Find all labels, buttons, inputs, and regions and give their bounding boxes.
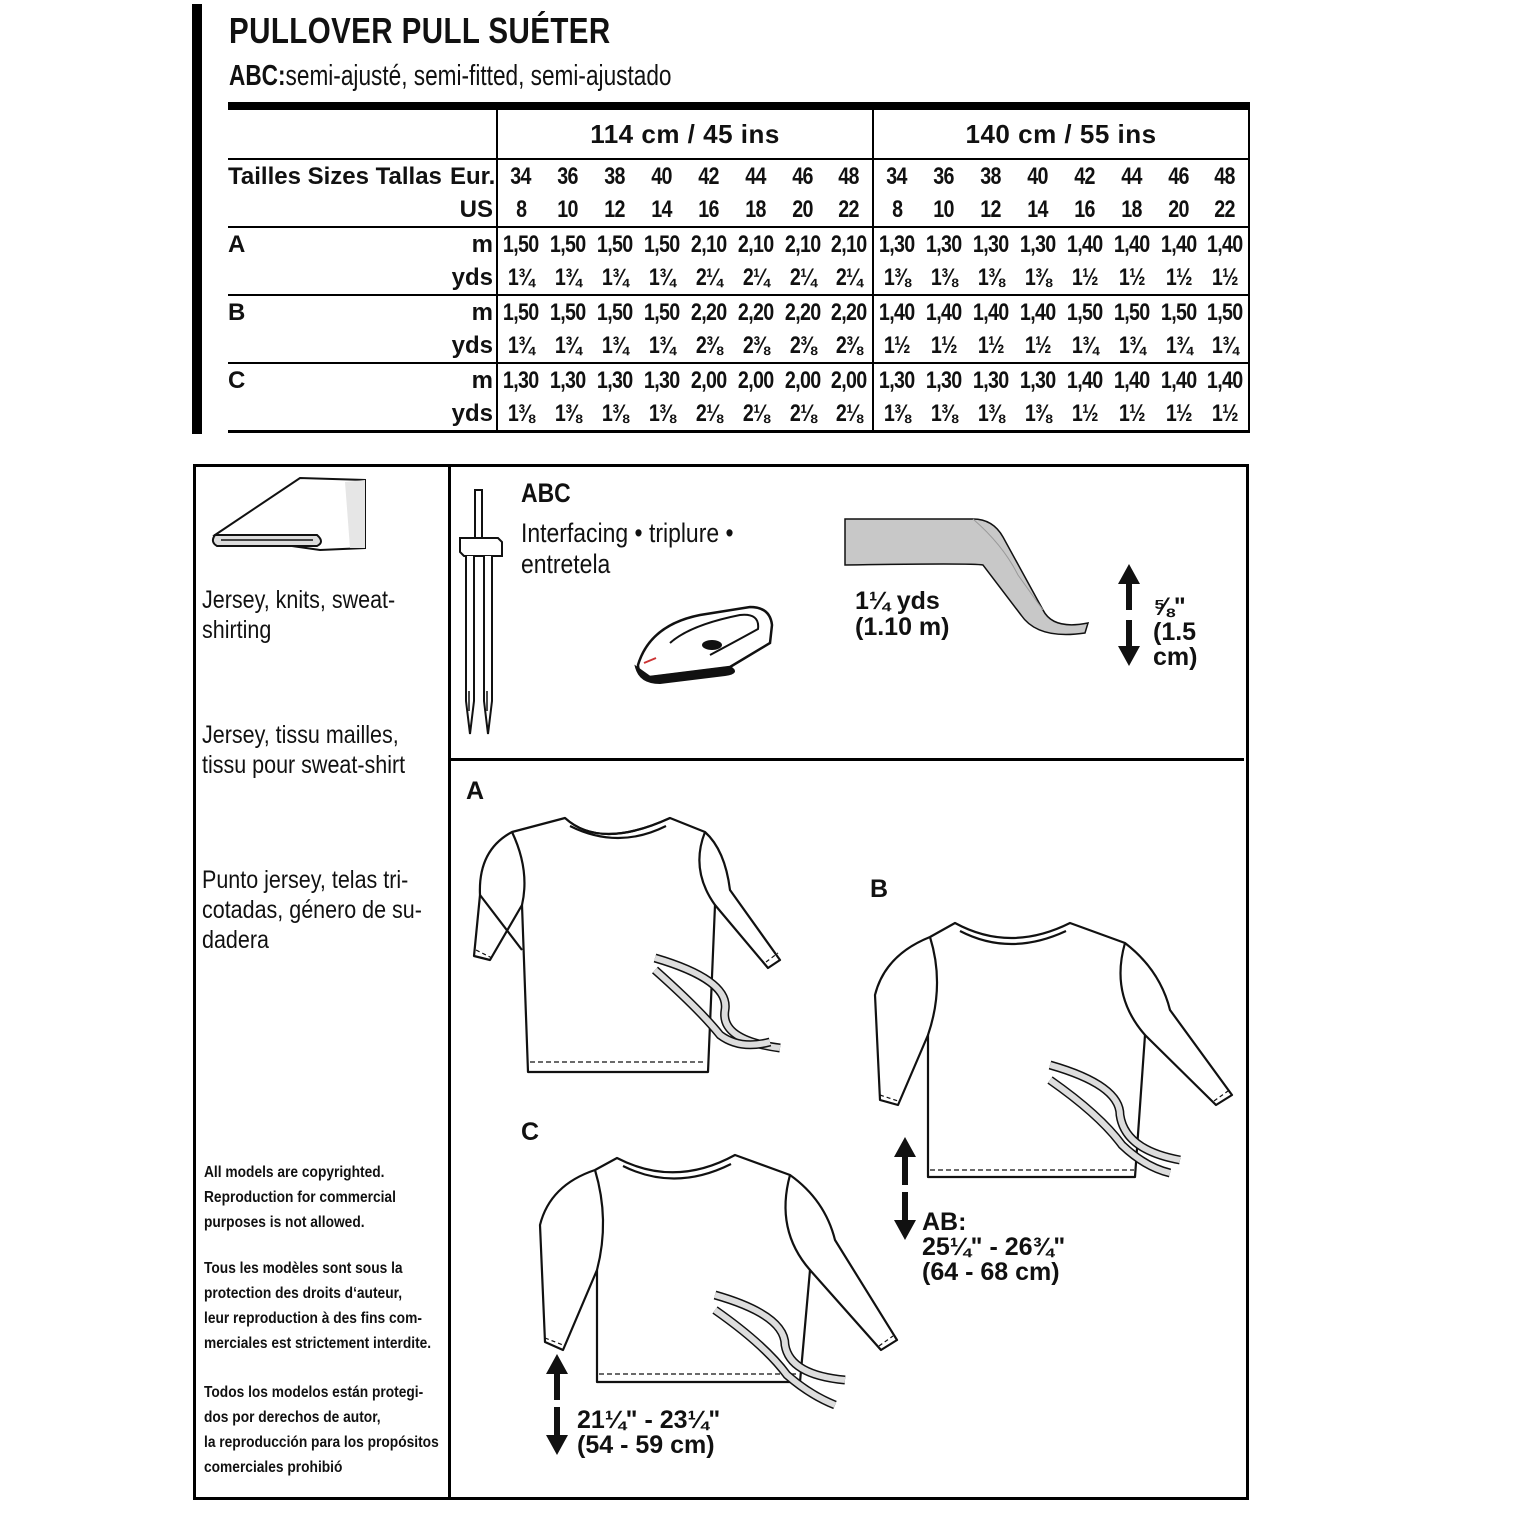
notions-views: ABC <box>521 478 571 508</box>
view-a-meters-cell: 1,30 <box>972 230 1009 258</box>
view-c-yards-cell: 1⅜ <box>920 397 967 432</box>
view-b-meters-cell: 1,50 <box>1113 298 1150 326</box>
view-a-meters-unit: m <box>450 227 497 261</box>
us-size-cell: 18 <box>1108 193 1155 227</box>
view-c-meters-cell: 2,00 <box>826 363 873 397</box>
view-c-meters-cell: 1,30 <box>1019 366 1056 394</box>
us-size-cell: 18 <box>732 193 779 227</box>
us-size-cell: 8 <box>873 193 920 227</box>
view-b-meters-cell: 1,50 <box>643 298 680 326</box>
view-b-yards-cell: 1¾ <box>544 329 591 363</box>
view-b-yards-row <box>228 329 1249 363</box>
view-b-meters-cell: 1,50 <box>1160 298 1197 326</box>
fit-description <box>229 60 671 93</box>
view-b-yards-unit: yds <box>450 329 497 363</box>
view-c-meters-cell: 1,30 <box>549 366 586 394</box>
view-c-yards-cell: 1⅜ <box>873 397 920 432</box>
eur-size-cell: 38 <box>980 162 1001 190</box>
view-a-meters-cell: 2,10 <box>690 230 727 258</box>
eur-size-cell: 36 <box>557 162 578 190</box>
us-label: US <box>450 193 497 227</box>
tape-width: ⅝" (1.5 cm) <box>1153 593 1198 671</box>
view-a-meters-row <box>228 227 1249 261</box>
view-b-meters-cell: 2,20 <box>784 298 821 326</box>
view-c-yards-cell: 2⅛ <box>732 397 779 432</box>
us-size-cell: 10 <box>544 193 591 227</box>
us-size-cell: 16 <box>685 193 732 227</box>
view-c-yards-cell: 1⅜ <box>638 397 685 432</box>
view-b-yards-cell: 1¾ <box>638 329 685 363</box>
view-a-label: A <box>228 230 246 258</box>
eur-size-cell: 38 <box>604 162 625 190</box>
view-c-meters-cell: 1,30 <box>596 366 633 394</box>
view-a-yards-row <box>228 261 1249 295</box>
view-c-meters-row <box>228 363 1249 397</box>
view-a-yards-cell: 1½ <box>1061 261 1108 295</box>
fit-text: semi-ajusté, semi-fitted, semi-ajustado <box>285 60 672 92</box>
view-a-yards-cell: 1¾ <box>591 261 638 295</box>
view-c-yards-cell: 1⅜ <box>544 397 591 432</box>
view-b-yards-cell: 1½ <box>873 329 920 363</box>
view-a-yards-cell: 1¾ <box>544 261 591 295</box>
view-b-meters-cell: 1,50 <box>1202 295 1249 329</box>
view-c-meters-cell: 1,30 <box>643 366 680 394</box>
c-length-measure: 21¼" - 23¼" (54 - 59 cm) <box>577 1406 721 1459</box>
fabric-width-row <box>228 106 1249 159</box>
view-c-yards-cell: 1⅜ <box>1014 397 1061 432</box>
view-a-yards-cell: 1¾ <box>497 261 544 295</box>
view-label-b: B <box>870 875 889 903</box>
eur-size-cell: 44 <box>745 162 766 190</box>
view-b-meters-cell: 1,50 <box>1066 298 1103 326</box>
view-c-yards-cell: 2⅛ <box>685 397 732 432</box>
eur-size-cell: 34 <box>886 162 908 190</box>
view-b-yards-cell: 2⅜ <box>826 329 873 363</box>
view-c-meters-cell: 1,30 <box>879 366 915 394</box>
view-b-yards-cell: 1¾ <box>1155 329 1202 363</box>
view-c-meters-cell: 2,00 <box>784 366 821 394</box>
us-size-cell: 12 <box>967 193 1014 227</box>
view-a-yards-cell: 1¾ <box>638 261 685 295</box>
us-size-cell: 10 <box>920 193 967 227</box>
row-label-empty <box>228 397 450 432</box>
eur-size-cell: 48 <box>826 159 873 193</box>
view-a-meters-cell: 1,30 <box>1019 230 1056 258</box>
eur-label: Eur. <box>450 159 497 193</box>
view-a-yards-cell: 1½ <box>1202 261 1249 295</box>
iron-icon <box>630 595 780 695</box>
copyright-en: All models are copyrighted. Reproduction for commercial purposes is not allowed. <box>204 1164 396 1231</box>
view-c-meters-unit: m <box>450 363 497 397</box>
view-a-yards-cell: 1⅜ <box>1014 261 1061 295</box>
view-b-meters-cell: 1,50 <box>549 298 586 326</box>
view-c-yards-cell: 1½ <box>1061 397 1108 432</box>
view-c-yards-cell: 1⅜ <box>591 397 638 432</box>
view-c-yards-unit: yds <box>450 397 497 432</box>
copyright-es: Todos los modelos están protegi- dos por derechos de autor, la reproducción para los propósitos comerciales prohibió <box>204 1384 439 1476</box>
view-c-label: C <box>228 366 246 394</box>
view-label-a: A <box>466 777 485 805</box>
view-b-yards-cell: 1¾ <box>1202 329 1249 363</box>
fit-views: ABC: <box>229 60 286 92</box>
view-b-yards-cell: 1¾ <box>591 329 638 363</box>
eur-size-cell: 44 <box>1121 162 1142 190</box>
view-c-yards-cell: 1½ <box>1155 397 1202 432</box>
eur-size-cell: 46 <box>792 162 813 190</box>
header-side-bar <box>192 4 202 434</box>
view-a-yards-unit: yds <box>450 261 497 295</box>
view-a-meters-cell: 1,50 <box>596 230 633 258</box>
eur-size-cell: 46 <box>1168 162 1189 190</box>
row-label-empty <box>228 329 450 363</box>
us-size-cell: 20 <box>1155 193 1202 227</box>
eur-size-row <box>228 159 1249 193</box>
view-c-yards-cell: 1½ <box>1202 397 1249 432</box>
view-a-yards-cell: 1⅜ <box>873 261 920 295</box>
view-b-meters-cell: 1,40 <box>1019 298 1056 326</box>
view-b-meters-cell: 1,40 <box>925 298 962 326</box>
arrow-up-icon <box>1116 562 1142 612</box>
view-a-yards-cell: 1½ <box>1108 261 1155 295</box>
us-size-cell: 20 <box>779 193 826 227</box>
view-a-yards-cell: 1⅜ <box>967 261 1014 295</box>
view-a-meters-cell: 1,40 <box>1160 230 1197 258</box>
view-b-meters-cell: 1,40 <box>879 298 915 326</box>
view-a-meters-cell: 1,40 <box>1113 230 1150 258</box>
view-c-meters-cell: 1,30 <box>972 366 1009 394</box>
arrow-up-icon <box>544 1352 570 1402</box>
view-b-yards-cell: 1¾ <box>497 329 544 363</box>
view-c-yards-cell: 1⅜ <box>967 397 1014 432</box>
view-c-meters-cell: 2,00 <box>690 366 727 394</box>
view-b-yards-cell: 1¾ <box>1061 329 1108 363</box>
garment-b-illustration <box>870 915 1240 1185</box>
fabric-width-114: 114 cm / 45 ins <box>497 106 873 159</box>
yardage-table <box>228 102 1250 433</box>
eur-size-cell: 34 <box>510 162 532 190</box>
us-size-cell: 12 <box>591 193 638 227</box>
us-size-cell: 8 <box>497 193 544 227</box>
view-b-yards-cell: 2⅜ <box>779 329 826 363</box>
view-a-meters-cell: 1,30 <box>925 230 962 258</box>
interfacing-text: Interfacing • triplure • entretela <box>521 518 734 579</box>
row-label-empty <box>228 193 450 227</box>
view-c-yards-cell: 1½ <box>1108 397 1155 432</box>
arrow-down-icon <box>1116 618 1142 668</box>
view-b-yards-cell: 1½ <box>920 329 967 363</box>
view-c-yards-cell: 1⅜ <box>497 397 544 432</box>
twin-needle-icon <box>456 486 506 741</box>
folded-fabric-icon <box>205 470 375 560</box>
view-a-meters-cell: 1,50 <box>643 230 680 258</box>
view-b-yards-cell: 1½ <box>1014 329 1061 363</box>
fabric-text-fr: Jersey, tissu mailles, tissu pour sweat-shirt <box>202 721 406 779</box>
copyright-fr: Tous les modèles sont sous la protection des droits d‘auteur, leur reproduction à des fins com- merciales est strictement interdite. <box>204 1260 432 1352</box>
arrow-down-icon <box>892 1190 918 1242</box>
view-b-label: B <box>228 298 246 326</box>
us-size-row <box>228 193 1249 227</box>
view-c-meters-cell: 1,40 <box>1160 366 1197 394</box>
row-label-empty <box>228 261 450 295</box>
panel-horizontal-divider <box>448 758 1244 761</box>
us-size-cell: 22 <box>1202 193 1249 227</box>
garment-c-illustration <box>535 1150 905 1400</box>
garment-a-illustration <box>470 810 790 1080</box>
view-b-meters-cell: 2,20 <box>826 295 873 329</box>
panel-vertical-divider <box>448 464 451 1497</box>
view-a-meters-cell: 1,50 <box>549 230 586 258</box>
view-b-meters-cell: 2,20 <box>690 298 727 326</box>
eur-size-cell: 40 <box>651 162 672 190</box>
us-size-cell: 22 <box>826 193 873 227</box>
view-a-meters-cell: 1,30 <box>879 230 915 258</box>
view-a-yards-cell: 2¼ <box>826 261 873 295</box>
view-a-yards-cell: 2¼ <box>779 261 826 295</box>
eur-size-cell: 36 <box>933 162 954 190</box>
eur-size-cell: 42 <box>698 162 719 190</box>
view-c-meters-cell: 1,30 <box>925 366 962 394</box>
view-b-meters-unit: m <box>450 295 497 329</box>
ab-length-measure: AB: 25¼" - 26¾" (64 - 68 cm) <box>922 1208 1066 1286</box>
arrow-up-icon <box>892 1135 918 1187</box>
view-c-meters-cell: 1,40 <box>1202 363 1249 397</box>
view-c-meters-cell: 1,40 <box>1066 366 1103 394</box>
arrow-down-icon <box>544 1405 570 1457</box>
view-c-yards-cell: 2⅛ <box>826 397 873 432</box>
us-size-cell: 14 <box>1014 193 1061 227</box>
view-a-meters-cell: 2,10 <box>784 230 821 258</box>
view-a-meters-cell: 1,40 <box>1202 227 1249 261</box>
view-b-yards-cell: 1½ <box>967 329 1014 363</box>
view-b-yards-cell: 2⅜ <box>685 329 732 363</box>
view-a-meters-cell: 2,10 <box>826 227 873 261</box>
view-label-c: C <box>521 1118 540 1146</box>
view-a-meters-cell: 2,10 <box>737 230 774 258</box>
eur-size-cell: 48 <box>1202 159 1249 193</box>
view-a-meters-cell: 1,50 <box>503 230 539 258</box>
page-title: PULLOVER PULL SUÉTER <box>229 10 611 51</box>
sizes-label: Tailles Sizes Tallas <box>228 162 442 190</box>
view-a-yards-cell: 1⅜ <box>920 261 967 295</box>
view-c-meters-cell: 1,30 <box>503 366 539 394</box>
view-b-meters-cell: 2,20 <box>737 298 774 326</box>
us-size-cell: 14 <box>638 193 685 227</box>
fabric-width-140: 140 cm / 55 ins <box>873 106 1249 159</box>
fabric-text-es: Punto jersey, telas tri- cotadas, género de su- dadera <box>202 866 422 954</box>
view-b-yards-cell: 1¾ <box>1108 329 1155 363</box>
view-a-yards-cell: 1½ <box>1155 261 1202 295</box>
tape-length: 1¼ yds (1.10 m) <box>855 587 950 641</box>
view-a-yards-cell: 2¼ <box>732 261 779 295</box>
view-b-yards-cell: 2⅜ <box>732 329 779 363</box>
view-c-yards-row <box>228 397 1249 432</box>
view-b-meters-cell: 1,50 <box>596 298 633 326</box>
eur-size-cell: 40 <box>1027 162 1048 190</box>
view-c-yards-cell: 2⅛ <box>779 397 826 432</box>
view-b-meters-row <box>228 295 1249 329</box>
view-a-meters-cell: 1,40 <box>1066 230 1103 258</box>
view-c-meters-cell: 1,40 <box>1113 366 1150 394</box>
eur-size-cell: 42 <box>1074 162 1095 190</box>
us-size-cell: 16 <box>1061 193 1108 227</box>
view-a-yards-cell: 2¼ <box>685 261 732 295</box>
fabric-text-en: Jersey, knits, sweat- shirting <box>202 586 396 644</box>
view-c-meters-cell: 2,00 <box>737 366 774 394</box>
view-b-meters-cell: 1,50 <box>503 298 539 326</box>
view-b-meters-cell: 1,40 <box>972 298 1009 326</box>
